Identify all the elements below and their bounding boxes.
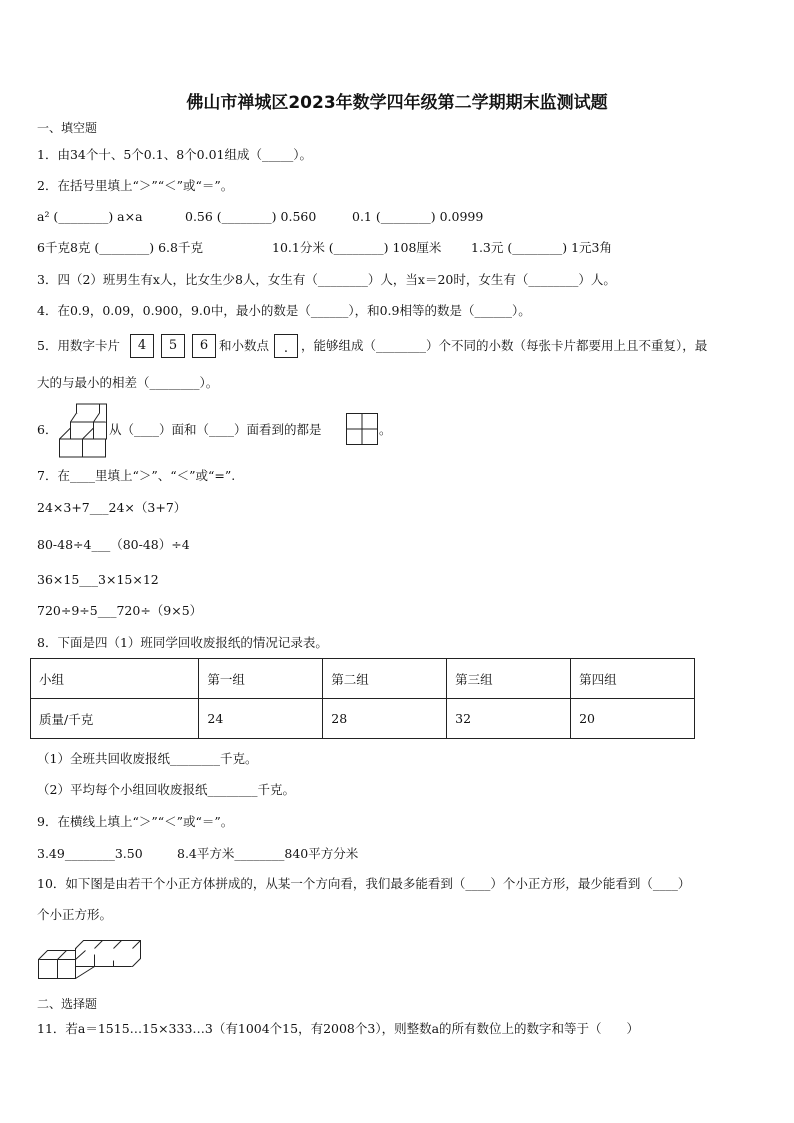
question-6-number: 6． [37,422,58,437]
question-9-item-2: 8.4平方米________840平方分米 [177,846,359,861]
question-8-part-1: （1）全班共回收废报纸________千克。 [37,751,258,766]
question-9-item-1: 3.49________3.50 [37,846,143,861]
square-grid-view-icon [346,413,378,445]
question-2-row-1-item-1: a² (________) a×a [37,209,143,224]
table-cell: 20 [571,699,695,739]
question-7-item-3: 36×15___3×15×12 [37,572,159,587]
table-header-cell: 第一组 [199,659,323,699]
question-2-row-2-item-2: 10.1分米 (________) 108厘米 [272,240,442,255]
question-3: 3．四（2）班男生有x人，比女生少8人，女生有（________）人，当x＝20时，女生有（________）人。 [37,272,616,287]
table-cell: 32 [447,699,571,739]
question-5-suffix: ，能够组成（________）个不同的小数（每张卡片都要用上且不重复），最 [301,338,708,353]
question-8: 8．下面是四（1）班同学回收废报纸的情况记录表。 [37,635,328,650]
decimal-point-card: . [274,334,298,358]
question-6-text: 从（____）面和（____）面看到的都是 [109,422,322,437]
table-cell: 28 [323,699,447,739]
digit-card-6: 6 [192,334,216,358]
question-5-line-2: 大的与最小的相差（________）。 [37,375,219,390]
paper-collection-table [30,658,695,739]
table-header-cell: 第四组 [571,659,695,699]
table-header-cell: 小组 [31,659,199,699]
table-header-cell: 第二组 [323,659,447,699]
digit-card-4: 4 [130,334,154,358]
question-10-line-2: 个小正方形。 [37,907,113,922]
question-6-end: 。 [379,422,392,437]
question-9: 9．在横线上填上“＞”“＜”或“＝”。 [37,814,234,829]
page-title: 佛山市禅城区2023年数学四年级第二学期期末监测试题 [186,93,608,113]
question-7: 7．在____里填上“＞”、“＜”或“=”. [37,468,236,483]
question-2: 2．在括号里填上“＞”“＜”或“＝”。 [37,178,234,193]
table-header-row [31,659,695,699]
question-7-item-2: 80-48÷4___（80-48）÷4 [37,537,190,552]
question-2-row-1-item-2: 0.56 (________) 0.560 [185,209,317,224]
cube-row-figure [37,939,143,981]
question-11: 11．若a＝1515…15×333…3（有1004个15，有2008个3），则整数a的所有数位上的数字和等于（ ） [37,1021,640,1036]
digit-card-5: 5 [161,334,185,358]
question-5-prefix: 5．用数字卡片 [37,338,120,353]
question-1: 1．由34个十、5个0.1、8个0.01组成（_____）。 [37,147,312,162]
question-4: 4．在0.9，0.09，0.900，9.0中，最小的数是（______），和0.9相等的数是（______）。 [37,303,531,318]
question-2-row-2-item-3: 1.3元 (________) 1元3角 [471,240,612,255]
question-7-item-1: 24×3+7___24×（3+7） [37,500,187,515]
cube-stack-figure [59,402,109,458]
question-2-row-2-item-1: 6千克8克 (________) 6.8千克 [37,240,203,255]
question-8-part-2: （2）平均每个小组回收废报纸________千克。 [37,782,295,797]
question-10: 10．如下图是由若干个小正方体拼成的，从某一个方向看，我们最多能看到（____）个小正方形，最少能看到（____） [37,876,691,891]
section-heading-multiple-choice: 二、选择题 [37,997,98,1011]
table-header-cell: 第三组 [447,659,571,699]
table-cell: 质量/千克 [31,699,199,739]
section-heading-fill-blank: 一、填空题 [37,121,98,135]
question-5-mid: 和小数点 [219,338,270,353]
question-2-row-1-item-3: 0.1 (________) 0.0999 [352,209,484,224]
table-row [31,699,695,739]
question-7-item-4: 720÷9÷5___720÷（9×5） [37,603,203,618]
table-cell: 24 [199,699,323,739]
